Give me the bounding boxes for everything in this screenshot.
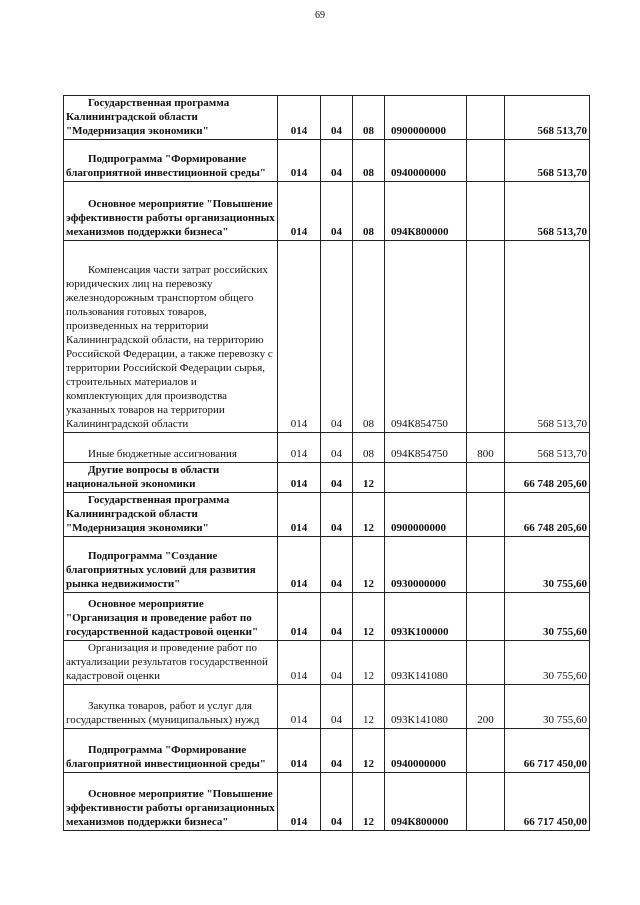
target-article-code: 093К141080 xyxy=(385,685,467,729)
subsection-code: 08 xyxy=(353,140,385,182)
subsection-code: 12 xyxy=(353,593,385,641)
row-name: Компенсация части затрат российских юридических лиц на перевозку железнодорожным транспортом общего пользования готовых товаров, произведенных на территории Калининградской области, на территорию Российской Федерации, а также перевозку с территории Российской Федерации сырья, строительных материалов и комплектующих для производства указанных товаров на территории Калининградской области xyxy=(64,241,278,433)
ministry-code: 014 xyxy=(278,773,321,831)
expense-type-code xyxy=(467,773,505,831)
row-name: Государственная программа Калининградской области "Модернизация экономики" xyxy=(64,493,278,537)
amount: 66 748 205,60 xyxy=(505,493,590,537)
row-name: Организация и проведение работ по актуализации результатов государственной кадастровой оценки xyxy=(64,641,278,685)
amount: 568 513,70 xyxy=(505,433,590,463)
ministry-code: 014 xyxy=(278,593,321,641)
amount: 568 513,70 xyxy=(505,96,590,140)
target-article-code: 0900000000 xyxy=(385,493,467,537)
table-row xyxy=(64,96,590,140)
ministry-code: 014 xyxy=(278,140,321,182)
section-code: 04 xyxy=(321,241,353,433)
ministry-code: 014 xyxy=(278,241,321,433)
expense-type-code xyxy=(467,493,505,537)
target-article-code: 094К800000 xyxy=(385,182,467,241)
section-code: 04 xyxy=(321,140,353,182)
section-code: 04 xyxy=(321,593,353,641)
amount: 66 717 450,00 xyxy=(505,729,590,773)
target-article-code: 093К141080 xyxy=(385,641,467,685)
table-row xyxy=(64,182,590,241)
row-name: Подпрограмма "Создание благоприятных условий для развития рынка недвижимости" xyxy=(64,537,278,593)
subsection-code: 12 xyxy=(353,773,385,831)
expense-type-code xyxy=(467,537,505,593)
table-row xyxy=(64,593,590,641)
amount: 66 717 450,00 xyxy=(505,773,590,831)
subsection-code: 12 xyxy=(353,641,385,685)
table-body xyxy=(64,96,590,831)
table-row xyxy=(64,463,590,493)
amount: 568 513,70 xyxy=(505,182,590,241)
ministry-code: 014 xyxy=(278,729,321,773)
ministry-code: 014 xyxy=(278,685,321,729)
expense-type-code xyxy=(467,593,505,641)
subsection-code: 12 xyxy=(353,493,385,537)
row-name: Иные бюджетные ассигнования xyxy=(64,433,278,463)
target-article-code: 0940000000 xyxy=(385,729,467,773)
target-article-code: 0940000000 xyxy=(385,140,467,182)
target-article-code: 0900000000 xyxy=(385,96,467,140)
target-article-code: 094К800000 xyxy=(385,773,467,831)
row-name: Закупка товаров, работ и услуг для государственных (муниципальных) нужд xyxy=(64,685,278,729)
subsection-code: 12 xyxy=(353,463,385,493)
section-code: 04 xyxy=(321,463,353,493)
target-article-code: 094К854750 xyxy=(385,241,467,433)
table-row xyxy=(64,140,590,182)
row-name: Подпрограмма "Формирование благоприятной инвестиционной среды" xyxy=(64,729,278,773)
subsection-code: 12 xyxy=(353,685,385,729)
ministry-code: 014 xyxy=(278,182,321,241)
table-row xyxy=(64,729,590,773)
section-code: 04 xyxy=(321,537,353,593)
row-name: Основное мероприятие "Повышение эффективности работы организационных механизмов поддержки бизнеса" xyxy=(64,182,278,241)
expense-type-code xyxy=(467,96,505,140)
subsection-code: 08 xyxy=(353,182,385,241)
ministry-code: 014 xyxy=(278,96,321,140)
subsection-code: 08 xyxy=(353,241,385,433)
table-row xyxy=(64,493,590,537)
amount: 30 755,60 xyxy=(505,537,590,593)
page-number: 69 xyxy=(315,10,325,21)
subsection-code: 12 xyxy=(353,729,385,773)
table-row xyxy=(64,433,590,463)
expense-type-code xyxy=(467,140,505,182)
ministry-code: 014 xyxy=(278,537,321,593)
amount: 30 755,60 xyxy=(505,685,590,729)
budget-table xyxy=(63,95,590,831)
section-code: 04 xyxy=(321,493,353,537)
subsection-code: 12 xyxy=(353,537,385,593)
table-row xyxy=(64,685,590,729)
amount: 30 755,60 xyxy=(505,641,590,685)
expense-type-code xyxy=(467,241,505,433)
section-code: 04 xyxy=(321,96,353,140)
amount: 66 748 205,60 xyxy=(505,463,590,493)
expense-type-code: 800 xyxy=(467,433,505,463)
expense-type-code xyxy=(467,641,505,685)
row-name: Подпрограмма "Формирование благоприятной инвестиционной среды" xyxy=(64,140,278,182)
table-row xyxy=(64,773,590,831)
section-code: 04 xyxy=(321,729,353,773)
subsection-code: 08 xyxy=(353,433,385,463)
target-article-code: 093К100000 xyxy=(385,593,467,641)
ministry-code: 014 xyxy=(278,433,321,463)
expense-type-code xyxy=(467,182,505,241)
ministry-code: 014 xyxy=(278,493,321,537)
section-code: 04 xyxy=(321,641,353,685)
target-article-code: 094К854750 xyxy=(385,433,467,463)
row-name: Основное мероприятие "Организация и проведение работ по государственной кадастровой оценки" xyxy=(64,593,278,641)
section-code: 04 xyxy=(321,773,353,831)
row-name: Государственная программа Калининградской области "Модернизация экономики" xyxy=(64,96,278,140)
expense-type-code: 200 xyxy=(467,685,505,729)
table-row xyxy=(64,537,590,593)
amount: 30 755,60 xyxy=(505,593,590,641)
row-name: Другие вопросы в области национальной экономики xyxy=(64,463,278,493)
table-row xyxy=(64,241,590,433)
section-code: 04 xyxy=(321,685,353,729)
ministry-code: 014 xyxy=(278,641,321,685)
amount: 568 513,70 xyxy=(505,140,590,182)
ministry-code: 014 xyxy=(278,463,321,493)
amount: 568 513,70 xyxy=(505,241,590,433)
row-name: Основное мероприятие "Повышение эффективности работы организационных механизмов поддержки бизнеса" xyxy=(64,773,278,831)
table-row xyxy=(64,641,590,685)
section-code: 04 xyxy=(321,182,353,241)
target-article-code: 0930000000 xyxy=(385,537,467,593)
subsection-code: 08 xyxy=(353,96,385,140)
expense-type-code xyxy=(467,729,505,773)
target-article-code xyxy=(385,463,467,493)
expense-type-code xyxy=(467,463,505,493)
section-code: 04 xyxy=(321,433,353,463)
